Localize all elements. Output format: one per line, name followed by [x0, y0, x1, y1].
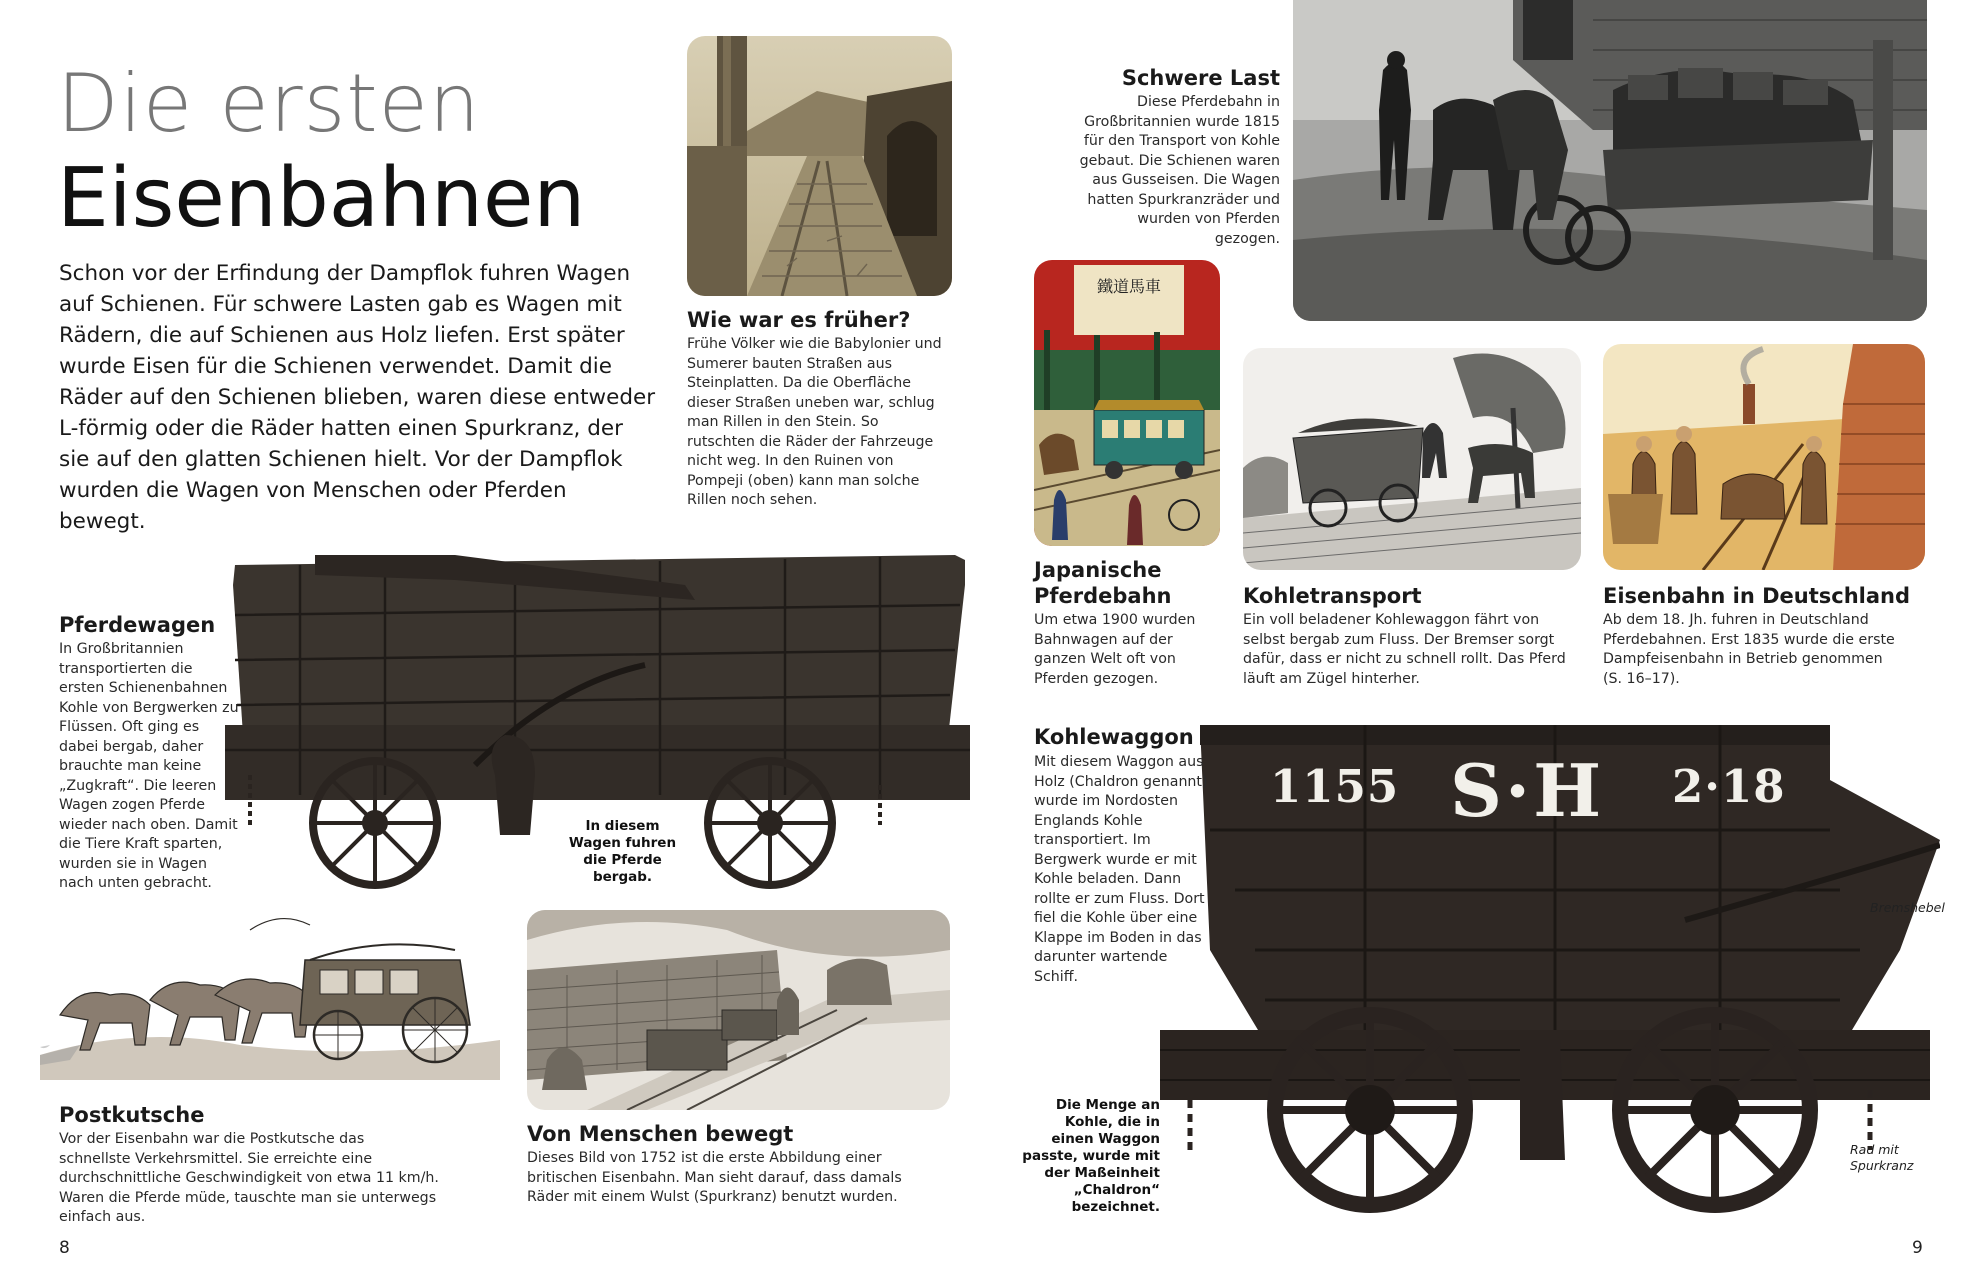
- kohletransport-heading: Kohletransport: [1243, 584, 1422, 608]
- menschen-heading: Von Menschen bewegt: [527, 1122, 794, 1146]
- frueher-text: Frühe Völker wie die Babylonier und Sumerer bauten Straßen aus Steinplatten. Da die Oberfläche dieser Straßen uneben war, schlug man Rillen in den Stein. So rutschten die Räder der Fahrzeuge nicht weg. In den Ruinen von Pompeji (oben) kann man solche Rillen noch sehen.: [687, 336, 942, 508]
- label-brake-lever: Bremshebel: [1870, 900, 1945, 915]
- wagon-plate-middle: S·H: [1450, 748, 1605, 833]
- japanese-horse-tram-print: [1034, 260, 1220, 546]
- frueher-heading: Wie war es früher?: [687, 308, 911, 332]
- heavy-load-photo: [1293, 0, 1927, 321]
- pferdewagen-caption: In diesem Wagen fuhren die Pferde bergab.: [568, 818, 677, 885]
- kohlewaggon-heading: Kohlewaggon: [1034, 725, 1194, 749]
- stagecoach-engraving: [40, 905, 500, 1085]
- pferdewagen-text: In Großbritannien transportierten die ersten Schienenbahnen Kohle von Bergwerken zu Flüssen. Oft ging es dabei bergab, daher brauchte man keine „Zugkraft“. Die leeren Wagen zogen Pferde wieder nach oben. Damit die Tiere Kraft sparten, wurden sie in Wagen nach unten gebracht.: [59, 641, 239, 891]
- deutschland-text: Ab dem 18. Jh. fuhren in Deutschland Pferdebahnen. Erst 1835 wurde die erste Dampfeisenbahn in Betrieb genommen (S. 16–17).: [1603, 612, 1895, 687]
- menschen-text: Dieses Bild von 1752 ist die erste Abbildung einer britischen Eisenbahn. Man sieht darauf, dass damals Räder mit einem Wulst (Spurkranz) benutzt wurden.: [527, 1150, 902, 1205]
- schwere-last-text: Diese Pferdebahn in Großbritannien wurde 1815 für den Transport von Kohle gebaut. Die Schienen waren aus Gusseisen. Die Wagen hatten Spurkranzräder und wurden von Pferden gezogen.: [1079, 94, 1280, 247]
- pompeii-photo: [687, 36, 952, 296]
- deutschland-heading: Eisenbahn in Deutschland: [1603, 584, 1911, 608]
- postkutsche-heading: Postkutsche: [59, 1103, 205, 1127]
- page-number-left: 8: [59, 1238, 70, 1258]
- title-line-2: Eisenbahnen: [57, 151, 586, 246]
- label-flanged-wheel: Rad mit Spurkranz: [1850, 1142, 1914, 1173]
- title-line-1: Die ersten: [57, 57, 481, 150]
- kohletransport-text: Ein voll beladener Kohlewaggon fährt von selbst bergab zum Fluss. Der Bremser sorgt dafür, dass er nicht zu schnell rollt. Das Pferd läuft am Zügel hinterher.: [1243, 612, 1566, 687]
- coal-transport-engraving: [1243, 348, 1581, 570]
- page-number-right: 9: [1912, 1238, 1923, 1258]
- japan-text: Um etwa 1900 wurden Bahnwagen auf der ganzen Welt oft von Pferden gezogen.: [1034, 612, 1196, 687]
- japan-sign-text: 鐵道馬車: [1096, 277, 1162, 296]
- railway-1752-engraving: [527, 910, 950, 1110]
- germany-railway-illustration: [1603, 344, 1925, 570]
- schwere-last-heading: Schwere Last: [1121, 66, 1280, 90]
- kohlewaggon-text: Mit diesem Waggon aus Holz (Chaldron genannt) wurde im Nordosten Englands Kohle transportiert. Im Bergwerk wurde er mit Kohle beladen. Dann rollte er zum Fluss. Dort fiel die Kohle über eine Klappe im Boden in das darunter wartende Schiff.: [1034, 754, 1208, 985]
- japan-heading: Japanische Pferdebahn: [1034, 558, 1172, 608]
- wagon-plate-right: 2·18: [1672, 760, 1786, 813]
- wagon-plate-left: 1155: [1270, 760, 1400, 813]
- pferdewagen-heading: Pferdewagen: [59, 613, 216, 637]
- postkutsche-text: Vor der Eisenbahn war die Postkutsche das schnellste Verkehrsmittel. Sie erreichte eine durchschnittliche Geschwindigkeit von etwa 11 km/h. Waren die Pferde müde, tauschte man sie unterwegs einfach aus.: [59, 1131, 439, 1225]
- intro-text: Schon vor der Erfindung der Dampflok fuhren Wagen auf Schienen. Für schwere Lasten gab es Wagen mit Rädern, die auf Schienen aus Holz liefen. Erst später wurde Eisen für die Schienen verwendet. Damit die Räder auf den Schienen blieben, waren diese entweder L-förmig oder die Räder hatten einen Spurkranz, der sie auf den glatten Schienen hielt. Vor der Dampflok wurden die Wagen von Menschen oder Pferden bewegt.: [59, 261, 656, 534]
- kohlewaggon-caption: Die Menge an Kohle, die in einen Waggon passte, wurde mit der Maßeinheit „Chaldron“ bezeichnet.: [1022, 1097, 1160, 1215]
